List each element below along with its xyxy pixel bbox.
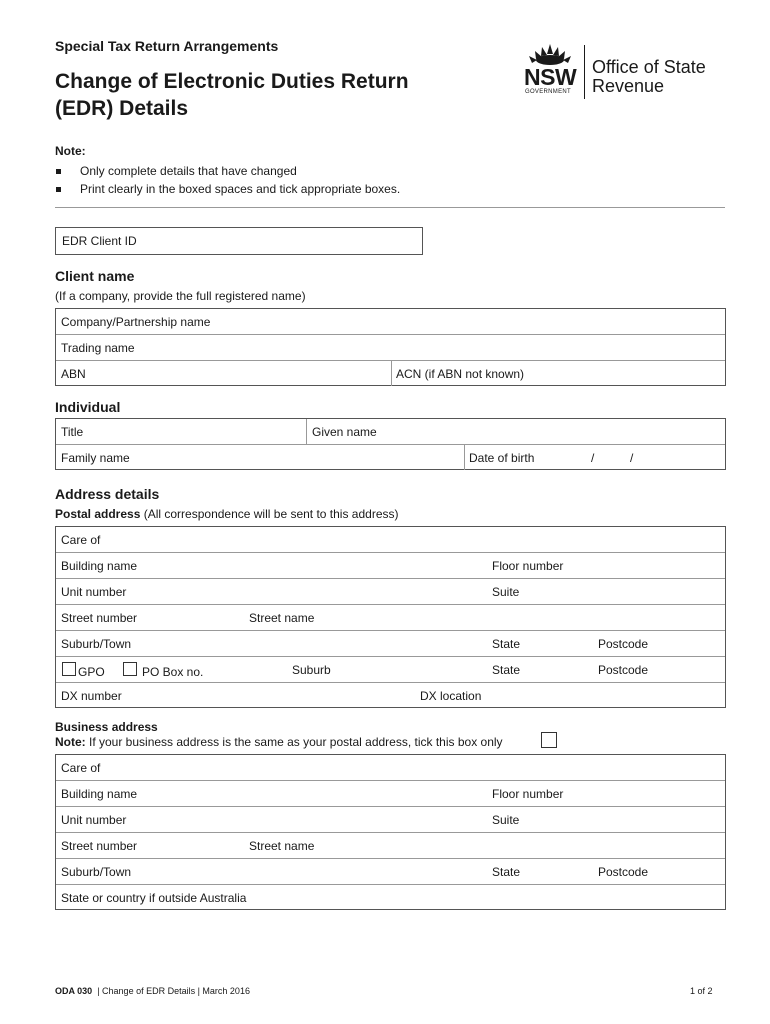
family-name-field[interactable] bbox=[56, 445, 464, 470]
individual-heading: Individual bbox=[55, 399, 121, 415]
dx-location-label: DX location bbox=[420, 689, 482, 703]
note-heading: Note: bbox=[55, 144, 86, 158]
page-number: 1 of 2 bbox=[690, 986, 713, 996]
postal-box-row[interactable] bbox=[56, 657, 725, 683]
date-of-birth-field[interactable] bbox=[465, 445, 725, 470]
acn-field[interactable] bbox=[392, 361, 725, 386]
footer bbox=[55, 986, 250, 996]
footer-text: | Change of EDR Details | March 2016 bbox=[97, 986, 250, 996]
street-number-label: Street number bbox=[61, 611, 138, 625]
state-label: State bbox=[492, 663, 521, 677]
outside-australia-label: State or country if outside Australia bbox=[61, 891, 247, 905]
unit-number-label: Unit number bbox=[61, 585, 127, 599]
gpo-label: GPO bbox=[78, 665, 105, 679]
business-street-row[interactable] bbox=[56, 833, 725, 859]
abn-label: ABN bbox=[61, 367, 86, 381]
trading-name-field[interactable] bbox=[56, 335, 725, 361]
address-heading: Address details bbox=[55, 486, 160, 502]
logo-agency-name: Office of State Revenue bbox=[592, 57, 706, 96]
building-name-label: Building name bbox=[61, 787, 138, 801]
client-name-subheading: (If a company, provide the full registered name) bbox=[55, 289, 306, 303]
business-outside-row[interactable] bbox=[56, 885, 725, 910]
logo-divider bbox=[584, 45, 585, 99]
nsw-osr-logo bbox=[524, 42, 734, 100]
individual-table bbox=[55, 418, 726, 470]
bullet-icon bbox=[56, 187, 61, 192]
date-separator: / bbox=[591, 451, 595, 465]
family-name-label: Family name bbox=[61, 451, 130, 465]
title-label: Title bbox=[61, 425, 84, 439]
postcode-label: Postcode bbox=[598, 663, 649, 677]
edr-client-id-field[interactable] bbox=[55, 227, 423, 255]
suburb-town-label: Suburb/Town bbox=[61, 865, 132, 879]
postal-suburb-row[interactable] bbox=[56, 631, 725, 657]
edr-client-id-label: EDR Client ID bbox=[62, 234, 137, 248]
postal-address-table bbox=[55, 526, 726, 708]
po-box-label: PO Box no. bbox=[142, 665, 204, 679]
abn-field[interactable] bbox=[56, 361, 391, 386]
title-given-row bbox=[56, 419, 725, 445]
postal-care-of-field[interactable] bbox=[56, 527, 725, 553]
street-name-label: Street name bbox=[249, 839, 315, 853]
gpo-checkbox[interactable] bbox=[62, 662, 76, 676]
business-address-heading: Business address bbox=[55, 720, 158, 734]
business-suburb-row[interactable] bbox=[56, 859, 725, 885]
state-label: State bbox=[492, 865, 521, 879]
postcode-label: Postcode bbox=[598, 865, 649, 879]
street-name-label: Street name bbox=[249, 611, 315, 625]
care-of-label: Care of bbox=[61, 761, 101, 775]
trading-name-label: Trading name bbox=[61, 341, 135, 355]
same-as-postal-checkbox[interactable] bbox=[541, 732, 557, 748]
postal-building-row[interactable] bbox=[56, 553, 725, 579]
abn-acn-row bbox=[56, 361, 725, 386]
floor-number-label: Floor number bbox=[492, 559, 564, 573]
business-building-row[interactable] bbox=[56, 781, 725, 807]
company-name-field[interactable] bbox=[56, 309, 725, 335]
business-unit-row[interactable] bbox=[56, 807, 725, 833]
logo-nsw-text: NSW bbox=[524, 64, 577, 90]
waratah-icon bbox=[524, 42, 576, 66]
business-address-table bbox=[55, 754, 726, 910]
care-of-label: Care of bbox=[61, 533, 101, 547]
family-dob-row bbox=[56, 445, 725, 470]
postal-unit-row[interactable] bbox=[56, 579, 725, 605]
given-name-field[interactable] bbox=[307, 419, 725, 444]
date-of-birth-label: Date of birth bbox=[469, 451, 535, 465]
postal-dx-row[interactable] bbox=[56, 683, 725, 708]
postcode-label: Postcode bbox=[598, 637, 649, 651]
business-care-of-field[interactable] bbox=[56, 755, 725, 781]
client-name-heading: Client name bbox=[55, 268, 135, 284]
postal-address-heading: Postal address (All correspondence will be sent to this address) bbox=[55, 507, 399, 521]
unit-number-label: Unit number bbox=[61, 813, 127, 827]
given-name-label: Given name bbox=[312, 425, 377, 439]
po-box-checkbox[interactable] bbox=[123, 662, 137, 676]
company-name-label: Company/Partnership name bbox=[61, 315, 211, 329]
acn-label: ACN (if ABN not known) bbox=[396, 367, 525, 381]
floor-number-label: Floor number bbox=[492, 787, 564, 801]
client-name-table bbox=[55, 308, 726, 386]
bullet-icon bbox=[56, 169, 61, 174]
section-divider bbox=[55, 207, 725, 208]
suburb-town-label: Suburb/Town bbox=[61, 637, 132, 651]
building-name-label: Building name bbox=[61, 559, 138, 573]
logo-government-text: GOVERNMENT bbox=[525, 89, 572, 95]
state-label: State bbox=[492, 637, 521, 651]
form-code: ODA 030 bbox=[55, 986, 93, 996]
street-number-label: Street number bbox=[61, 839, 138, 853]
postal-street-row[interactable] bbox=[56, 605, 725, 631]
business-address-note: Note: If your business address is the same as your postal address, tick this box only bbox=[55, 735, 503, 749]
suite-label: Suite bbox=[492, 813, 520, 827]
title-field[interactable] bbox=[56, 419, 306, 444]
dx-number-label: DX number bbox=[61, 689, 122, 703]
suburb-label: Suburb bbox=[292, 663, 331, 677]
suite-label: Suite bbox=[492, 585, 520, 599]
form-supertitle: Special Tax Return Arrangements bbox=[55, 38, 279, 54]
page-title: Change of Electronic Duties Return (EDR) Details bbox=[55, 70, 409, 120]
date-separator: / bbox=[630, 451, 634, 465]
